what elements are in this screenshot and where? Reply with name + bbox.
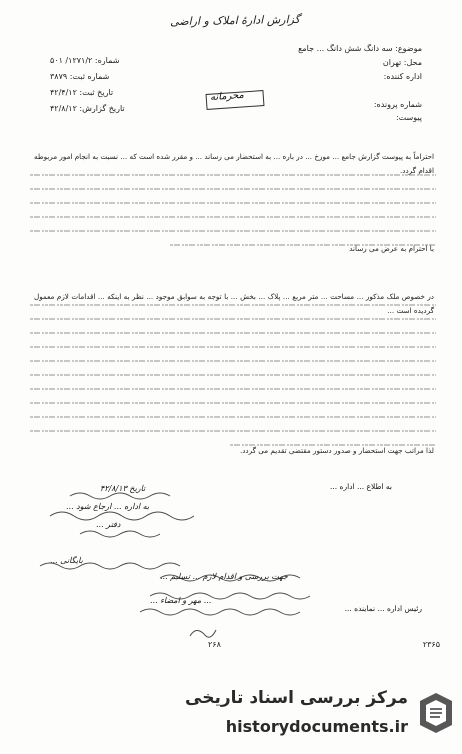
header-right-file-number [374,100,422,109]
header-label: اداره کننده: [383,72,422,81]
lower-right-note: به اطلاع ... اداره ... [329,482,392,491]
bottom-reference: ۲۳۶۵ [422,640,440,649]
header-label: شماره پرونده: [373,100,422,109]
header-left-reg-number [50,72,109,81]
header-label: محل: [403,58,422,67]
header-right-subject [298,44,422,53]
header-value: ۴۲/۴/۱۲ [50,88,77,97]
confidential-stamp: محرمانه [209,89,245,104]
header-value: ۳۸۷۹ [50,72,68,81]
body-ink-lines [30,165,440,465]
header-right-handler [384,72,422,81]
signature-block: رئیس اداره ... نماینده ... [344,604,422,613]
handwriting-strokes [40,488,340,658]
header-left-reg-date [50,88,113,97]
header-value: سه دانگ شش دانگ ... جامع [298,44,393,53]
header-label: شماره: [94,56,120,65]
header-right-attachment [396,113,422,122]
handwritten-note: دفتر ... [96,520,121,529]
body-text: با احترام به عرض می رساند [349,244,434,253]
header-label: تاریخ گزارش: [79,104,125,113]
header-value: ۱۲۷۱/۲/ ۵۰۱ [50,56,93,65]
archive-logo-icon [416,691,456,735]
header-value: ۴۲/۸/۱۲ [50,104,77,113]
header-value: تهران [382,58,402,67]
header-left-number [50,56,119,65]
header-right-place [383,58,422,67]
document-title: گزارش ادارۀ املاک و اراضی [170,12,300,29]
header-label: پیوست: [395,113,422,122]
header-label: موضوع: [395,44,422,53]
header-left-report-date [50,104,125,113]
header-label: تاریخ ثبت: [79,88,114,97]
handwritten-note: ... مهر و امضاء ... [150,596,212,605]
body-text: احتراماً به پیوست گزارش جامع ... مورخ ... در باره ... به استحضار می رساند ... و مقرر شده است که ... نسبت به انجام امور مربوطه اقدام گردد. [34,152,434,175]
handwritten-note: جهت بررسی و اقدام لازم ... تسلیم ... [160,572,288,581]
handwritten-note: بایگانی ... [50,556,83,565]
handwritten-note: به اداره ... ارجاع شود ... [66,502,150,511]
handwritten-date: تاریخ ۴۲/۸/۱۳ [100,484,146,493]
watermark-persian: مرکز بررسی اسناد تاریخی [185,688,408,708]
body-text: در خصوص ملک مذکور ... مساحت ... متر مربع ... پلاک ... بخش ... با توجه به سوابق موجود ... نظر به اینکه ... اقدامات لازم معمول گردیده است ... [34,292,434,315]
watermark-url: historydocuments.ir [225,717,408,736]
bottom-left-number: ۲۶۸ [208,640,221,649]
watermark [152,683,460,745]
body-text: لذا مراتب جهت استحضار و صدور دستور مقتضی تقدیم می گردد. [239,446,434,455]
header-label: شماره ثبت: [69,72,110,81]
